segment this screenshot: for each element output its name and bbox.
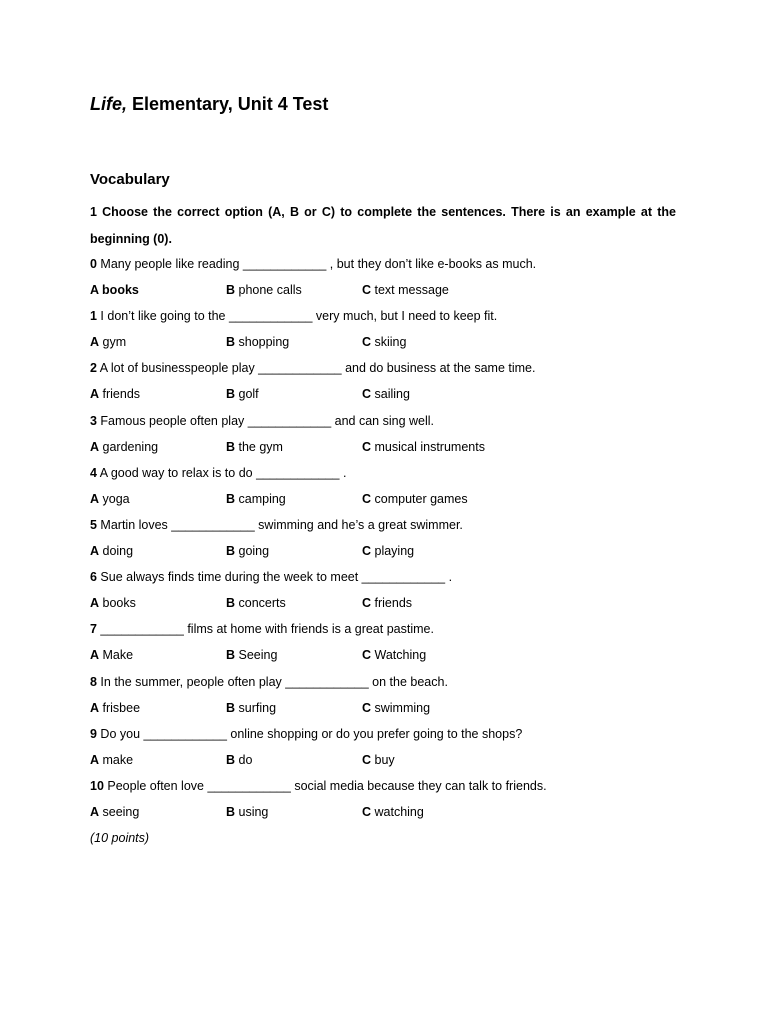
question-row: [90, 721, 690, 747]
option-text: shopping: [235, 335, 290, 350]
option-c: [362, 434, 498, 460]
option-letter: A: [90, 335, 100, 350]
section-heading: Vocabulary: [90, 171, 170, 188]
option-text: Watching: [371, 648, 427, 663]
option-a: [90, 799, 226, 825]
option-b: [226, 381, 362, 407]
option-letter: C: [362, 335, 372, 350]
option-a: [90, 329, 226, 355]
option-text: do: [235, 752, 253, 767]
option-letter: B: [226, 804, 236, 819]
option-a: [90, 277, 226, 303]
question-row: [90, 355, 690, 381]
question-text: Martin loves ____________ swimming and he’s a great swimmer.: [96, 517, 463, 532]
option-b: [226, 434, 362, 460]
option-text: using: [235, 804, 269, 819]
question-number: 0: [90, 257, 97, 271]
question-text: In the summer, people often play ____________ on the beach.: [96, 674, 448, 689]
option-letter: A: [90, 491, 100, 506]
option-text: books: [98, 283, 139, 298]
option-a: [90, 434, 226, 460]
option-letter: C: [362, 387, 372, 402]
option-text: playing: [371, 544, 415, 559]
question-row: [90, 408, 690, 434]
option-letter: A: [90, 544, 100, 559]
option-text: Seeing: [235, 648, 278, 663]
option-letter: C: [362, 752, 372, 767]
option-text: going: [235, 544, 270, 559]
question-number: 6: [90, 570, 97, 585]
option-letter: A: [90, 804, 100, 819]
option-letter: C: [362, 596, 372, 611]
option-letter: B: [226, 752, 236, 767]
option-a: [90, 381, 226, 407]
option-text: computer games: [371, 491, 468, 506]
question-row: [90, 773, 690, 799]
question-row: [90, 251, 690, 277]
option-text: surfing: [235, 700, 277, 715]
question-text: Famous people often play ____________ and can sing well.: [96, 413, 435, 428]
page-title: [90, 94, 328, 115]
option-text: musical instruments: [371, 439, 485, 454]
option-b: [226, 747, 362, 773]
option-letter: C: [362, 804, 372, 819]
option-letter: C: [362, 283, 372, 298]
points-note: (10 points): [90, 831, 150, 846]
question-number: 7: [90, 622, 97, 637]
option-letter: B: [226, 648, 236, 663]
options-row: [90, 642, 690, 668]
question-number: 8: [90, 674, 97, 689]
option-text: Make: [99, 648, 134, 663]
question-row: [90, 669, 690, 695]
option-b: [226, 486, 362, 512]
option-text: text message: [371, 283, 449, 298]
option-text: skiing: [371, 335, 407, 350]
question-number: 10: [90, 778, 104, 793]
option-text: swimming: [371, 700, 431, 715]
option-a: [90, 747, 226, 773]
instruction-line-2: beginning (0).: [90, 231, 172, 246]
option-letter: A: [90, 648, 100, 663]
question-text: Do you ____________ online shopping or do you prefer going to the shops?: [96, 726, 523, 741]
option-text: doing: [99, 544, 134, 559]
option-text: camping: [235, 491, 286, 506]
option-text: phone calls: [235, 283, 302, 298]
option-b: [226, 329, 362, 355]
option-text: watching: [371, 804, 424, 819]
option-letter: A: [90, 752, 100, 767]
option-text: frisbee: [99, 700, 141, 715]
option-letter: A: [90, 387, 100, 402]
option-letter: B: [226, 335, 236, 350]
option-letter: A: [90, 283, 99, 298]
option-letter: B: [226, 596, 236, 611]
option-text: buy: [371, 752, 395, 767]
option-a: [90, 486, 226, 512]
question-number: 1: [90, 309, 97, 324]
question-number: 4: [90, 465, 97, 480]
option-c: [362, 486, 498, 512]
option-text: friends: [99, 387, 141, 402]
option-letter: A: [90, 439, 100, 454]
option-b: [226, 538, 362, 564]
question-row: [90, 460, 690, 486]
option-a: [90, 590, 226, 616]
instruction-line-1: 1 Choose the correct option (A, B or C) to complete the sentences. There is an example at the: [90, 205, 676, 219]
option-text: gardening: [99, 439, 159, 454]
instruction: [90, 199, 676, 252]
question-text: I don’t like going to the ____________ very much, but I need to keep fit.: [96, 309, 498, 324]
option-letter: C: [362, 700, 372, 715]
option-text: books: [99, 596, 136, 611]
title-italic: Life,: [90, 94, 128, 114]
option-b: [226, 590, 362, 616]
options-row: [90, 277, 690, 303]
options-row: [90, 799, 690, 825]
question-number: 3: [90, 413, 97, 428]
option-letter: B: [226, 700, 236, 715]
options-row: [90, 695, 690, 721]
option-b: [226, 642, 362, 668]
option-letter: B: [226, 491, 236, 506]
option-text: golf: [235, 387, 259, 402]
option-c: [362, 799, 498, 825]
option-letter: C: [362, 648, 372, 663]
option-text: sailing: [371, 387, 410, 402]
option-text: the gym: [235, 439, 283, 454]
question-text: Many people like reading ____________ , but they don’t like e-books as much.: [96, 257, 537, 271]
option-a: [90, 642, 226, 668]
option-text: friends: [371, 596, 413, 611]
option-letter: A: [90, 596, 100, 611]
option-a: [90, 695, 226, 721]
question-number: 5: [90, 517, 97, 532]
title-rest: Elementary, Unit 4 Test: [127, 94, 329, 114]
question-row: [90, 512, 690, 538]
option-letter: C: [362, 439, 372, 454]
option-letter: B: [226, 439, 236, 454]
question-text: Sue always finds time during the week to meet ____________ .: [96, 570, 453, 585]
option-c: [362, 642, 498, 668]
question-number: 2: [90, 361, 97, 376]
question-text: A good way to relax is to do ____________ .: [96, 465, 347, 480]
question-row: [90, 616, 690, 642]
options-row: [90, 329, 690, 355]
option-c: [362, 590, 498, 616]
option-b: [226, 695, 362, 721]
options-row: [90, 747, 690, 773]
option-letter: A: [90, 700, 100, 715]
options-row: [90, 434, 690, 460]
question-row: [90, 564, 690, 590]
option-b: [226, 799, 362, 825]
option-text: make: [99, 752, 134, 767]
option-c: [362, 329, 498, 355]
question-text: A lot of businesspeople play ____________ and do business at the same time.: [96, 361, 536, 376]
option-letter: B: [226, 283, 236, 298]
option-text: seeing: [99, 804, 140, 819]
question-list: [90, 251, 690, 851]
option-text: concerts: [235, 596, 286, 611]
option-c: [362, 538, 498, 564]
option-text: gym: [99, 335, 127, 350]
options-row: [90, 590, 690, 616]
question-number: 9: [90, 726, 97, 741]
option-a: [90, 538, 226, 564]
option-c: [362, 277, 498, 303]
question-text: People often love ____________ social media because they can talk to friends.: [103, 778, 547, 793]
option-c: [362, 381, 498, 407]
question-text: ____________ films at home with friends is a great pastime.: [96, 622, 434, 637]
options-row: [90, 486, 690, 512]
option-letter: C: [362, 491, 372, 506]
option-b: [226, 277, 362, 303]
options-row: [90, 538, 690, 564]
option-text: yoga: [99, 491, 130, 506]
option-letter: B: [226, 544, 236, 559]
option-c: [362, 695, 498, 721]
question-row: [90, 303, 690, 329]
option-letter: B: [226, 387, 236, 402]
option-letter: C: [362, 544, 372, 559]
option-c: [362, 747, 498, 773]
options-row: [90, 381, 690, 407]
